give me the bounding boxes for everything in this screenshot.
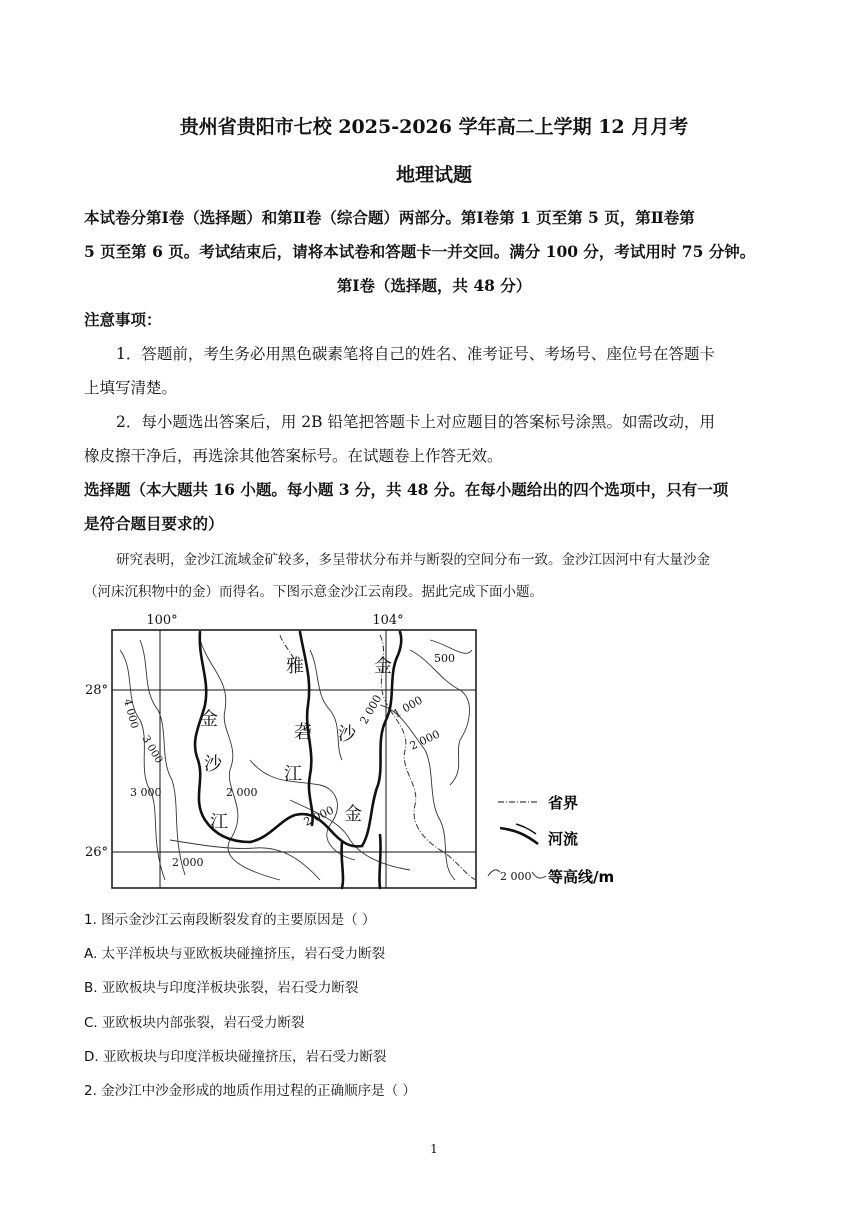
river-label-ya: 雅 bbox=[286, 656, 304, 677]
river-label-jiang-1: 江 bbox=[210, 812, 228, 833]
legend-border-label: 省界 bbox=[548, 794, 579, 812]
legend-contour-label: 等高线/m bbox=[548, 868, 615, 886]
river-label-jin-3: 金 bbox=[344, 804, 362, 825]
contour-label-4000: 4 000 bbox=[121, 697, 141, 730]
section-heading: 第Ⅰ卷（选择题，共 48 分） bbox=[336, 276, 532, 295]
exam-subject: 地理试题 bbox=[395, 164, 472, 186]
passage-line-1: 研究表明，金沙江流域金矿较多，多呈带状分布并与断裂的空间分布一致。金沙江因河中有大量沙金 bbox=[116, 552, 710, 568]
contour-label-2000-a: 2 000 bbox=[226, 786, 258, 799]
lat-label-top: 28° bbox=[84, 683, 108, 698]
notice-item-2-line-1: 2．每小题选出答案后，用 2B 铅笔把答题卡上对应题目的答案标号涂黑。如需改动，用 bbox=[116, 413, 715, 431]
river-label-jin-1: 金 bbox=[200, 709, 218, 730]
contour-label-2000-d: 2 000 bbox=[357, 692, 385, 727]
choice-section-line-2: 是符合题目要求的） bbox=[84, 514, 224, 533]
notice-heading: 注意事项： bbox=[84, 310, 162, 329]
question-1-stem: 1. 图示金沙江云南段断裂发育的主要原因是（ ） bbox=[84, 912, 376, 928]
river-label-long: 砻 bbox=[294, 722, 312, 743]
river-label-jiang-2: 江 bbox=[284, 764, 302, 785]
legend-contour-value: 2 000 bbox=[500, 870, 532, 883]
exam-title: 贵州省贵阳市七校 2025-2026 学年高二上学期 12 月月考 bbox=[179, 116, 689, 138]
contour-label-1000: 1 000 bbox=[391, 693, 425, 721]
question-1-option-b: B. 亚欧板块与印度洋板块张裂，岩石受力断裂 bbox=[84, 980, 359, 996]
map-legend bbox=[488, 794, 614, 886]
lon-label-right: 104° bbox=[372, 613, 404, 628]
intro-line-2: 5 页至第 6 页。考试结束后，请将本试卷和答题卡一并交回。满分 100 分，考试用时 75 分钟。 bbox=[84, 242, 756, 261]
contour-label-3000-a: 3 000 bbox=[139, 733, 165, 766]
notice-item-2-line-2: 橡皮擦干净后，再选涂其他答案标号。在试题卷上作答无效。 bbox=[84, 447, 503, 465]
choice-section-line-1: 选择题（本大题共 16 小题。每小题 3 分，共 48 分。在每小题给出的四个选项中，只有一项 bbox=[84, 480, 729, 499]
legend-river-symbol bbox=[500, 828, 538, 844]
contour-label-2000-e: 2 000 bbox=[407, 727, 442, 753]
river-label-jin-2: 金 bbox=[374, 656, 392, 677]
notice-item-1-line-2: 上填写清楚。 bbox=[84, 379, 178, 397]
lat-label-bottom: 26° bbox=[84, 845, 108, 860]
lon-label-left: 100° bbox=[146, 613, 178, 628]
question-1-option-c: C. 亚欧板块内部张裂，岩石受力断裂 bbox=[84, 1015, 305, 1031]
passage-line-2: （河床沉积物中的金）而得名。下图示意金沙江云南段。据此完成下面小题。 bbox=[84, 584, 543, 600]
contour-label-500: 500 bbox=[434, 652, 455, 665]
question-1-option-a: A. 太平洋板块与亚欧板块碰撞挤压，岩石受力断裂 bbox=[84, 946, 386, 962]
intro-line-1: 本试卷分第Ⅰ卷（选择题）和第Ⅱ卷（综合题）两部分。第Ⅰ卷第 1 页至第 5 页，第Ⅱ卷第 bbox=[84, 208, 695, 227]
page-number: 1 bbox=[430, 1142, 438, 1156]
jinsha-river-map bbox=[80, 610, 640, 895]
question-1-option-d: D. 亚欧板块与印度洋板块碰撞挤压，岩石受力断裂 bbox=[84, 1049, 387, 1065]
question-2-stem: 2. 金沙江中沙金形成的地质作用过程的正确顺序是（ ） bbox=[84, 1083, 416, 1099]
river-label-sha-1: 沙 bbox=[204, 754, 222, 775]
contour-label-2000-c: 2 000 bbox=[301, 803, 336, 829]
river-label-sha-2: 沙 bbox=[338, 724, 356, 745]
contour-label-2000-b: 2 000 bbox=[172, 856, 204, 869]
contour-label-3000-b: 3 000 bbox=[130, 786, 162, 799]
legend-river-label: 河流 bbox=[548, 830, 579, 848]
notice-item-1-line-1: 1．答题前，考生务必用黑色碳素笔将自己的姓名、准考证号、考场号、座位号在答题卡 bbox=[116, 345, 715, 363]
